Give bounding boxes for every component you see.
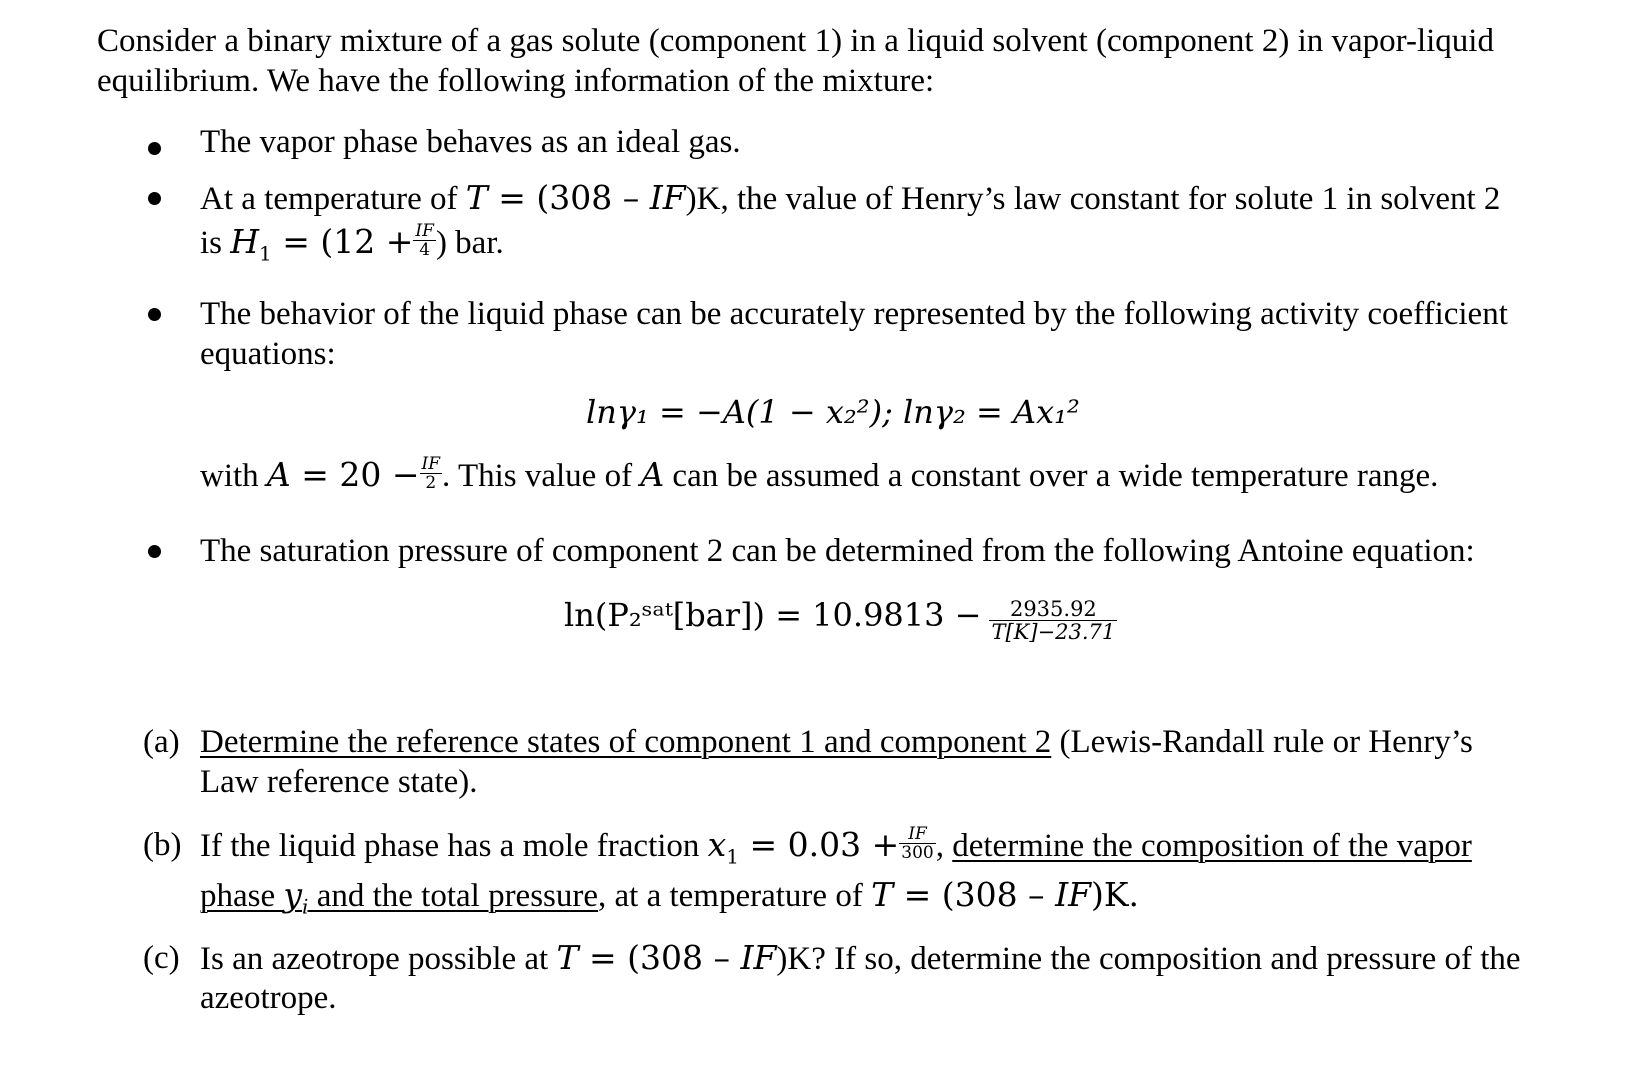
bullet-2-text-b: = (308 – xyxy=(487,178,650,217)
intro-line-2: equilibrium. We have the following information of the mixture: xyxy=(97,63,935,99)
question-c-text-a: Is an azeotrope possible at xyxy=(200,941,557,977)
bullet-3-with-line xyxy=(200,455,1438,496)
question-c-IF: IF xyxy=(740,938,777,977)
henry-eq: = (12 + xyxy=(271,222,414,261)
question-b-total-pressure: and the total pressure xyxy=(308,878,599,914)
mole-frac-num: IF xyxy=(908,824,927,845)
henry-frac-den: 4 xyxy=(413,240,436,259)
question-a-underlined: Determine the reference states of component 1 and component 2 xyxy=(200,724,1052,760)
henry-fraction xyxy=(413,223,436,259)
question-b-end-b: )K. xyxy=(1091,875,1140,914)
antoine-left: ln(P₂ˢᵃᵗ[bar]) = 10.9813 − xyxy=(564,596,982,634)
question-b-text-a: If the liquid phase has a mole fraction xyxy=(200,828,708,864)
intro-line-1: Consider a binary mixture of a gas solute (component 1) in a liquid solvent (component 2) in vapor-liquid xyxy=(97,23,1494,59)
bullet-dot-3 xyxy=(148,308,161,321)
bullet-dot-4 xyxy=(148,545,161,558)
question-b-phase: phase xyxy=(200,878,284,914)
activity-coefficient-equation: lnγ₁ = −A(1 − x₂²); lnγ₂ = Ax₁² xyxy=(586,393,1080,431)
question-c-T: T xyxy=(556,938,579,977)
with-eq: = 20 − xyxy=(290,455,420,494)
bullet-2-line-1 xyxy=(200,178,1500,219)
with-rest-b: can be assumed a constant over a wide temperature range. xyxy=(664,458,1439,494)
question-a-label: (a) xyxy=(143,724,180,760)
bullet-2-text-a: At a temperature of xyxy=(200,181,466,217)
question-a-line-2: Law reference state). xyxy=(200,764,478,800)
question-b-y-sub: i xyxy=(302,894,309,919)
bullet-3-line-1: The behavior of the liquid phase can be accurately represented by the following activity coefficient xyxy=(200,296,1508,332)
bullet-3-line-2: equations: xyxy=(200,336,336,372)
question-b-y: y xyxy=(283,875,303,914)
bullet-2-text-c: )K, the value of Henry’s law constant for solute 1 in solvent 2 xyxy=(685,181,1501,217)
bullet-dot-1 xyxy=(148,142,161,155)
question-b-line-2 xyxy=(200,875,1140,919)
bullet-dot-2 xyxy=(148,192,161,205)
with-A2: A xyxy=(640,455,665,494)
question-b-x: x xyxy=(707,825,727,864)
with-A: A xyxy=(266,455,291,494)
question-b-comma: , xyxy=(935,828,944,864)
A-fraction xyxy=(420,456,443,492)
question-b-rest: , at a temperature of xyxy=(598,878,872,914)
question-b-end-a: = (308 – xyxy=(893,875,1056,914)
with-rest-a: . This value of xyxy=(442,458,641,494)
question-b-underlined-2 xyxy=(200,875,599,919)
question-a-rest: (Lewis-Randall rule or Henry’s xyxy=(1051,724,1473,760)
A-frac-den: 2 xyxy=(420,473,443,492)
question-c-line-1 xyxy=(200,938,1521,979)
antoine-frac-num: 2935.92 xyxy=(1009,596,1097,621)
bullet-1-text: The vapor phase behaves as an ideal gas. xyxy=(200,124,741,160)
with-text: with xyxy=(200,458,267,494)
question-b-x-sub: 1 xyxy=(726,844,740,869)
mole-frac-den: 300 xyxy=(901,843,934,864)
bullet-2-line-2 xyxy=(200,221,504,266)
question-b-T: T xyxy=(871,875,894,914)
bullet-2-T: T xyxy=(465,178,488,217)
question-c-label: (c) xyxy=(143,940,180,976)
question-b-line-1 xyxy=(200,824,1472,869)
bullet-2-IF: IF xyxy=(649,178,686,217)
henry-bar: ) bar. xyxy=(435,225,504,261)
question-a-line-1 xyxy=(200,722,1473,762)
question-b-underlined-1: determine the composition of the vapor xyxy=(952,828,1472,864)
henry-H: H xyxy=(230,222,260,261)
henry-frac-num: IF xyxy=(415,221,434,242)
A-frac-num: IF xyxy=(421,454,441,475)
antoine-frac-den: T[K]−23.71 xyxy=(991,619,1116,644)
henry-H-sub: 1 xyxy=(259,241,272,266)
question-b-label: (b) xyxy=(143,827,182,863)
question-c-line-2: azeotrope. xyxy=(200,980,337,1016)
question-b-eq: = 0.03 + xyxy=(739,825,900,864)
question-c-text-c: )K? If so, determine the composition and pressure of the xyxy=(776,941,1521,977)
question-c-text-b: = (308 – xyxy=(578,938,741,977)
antoine-fraction xyxy=(989,596,1117,644)
antoine-equation xyxy=(564,595,1117,644)
mole-fraction-fraction xyxy=(899,826,935,862)
bullet-4-line-1: The saturation pressure of component 2 can be determined from the following Antoine equation: xyxy=(200,533,1475,569)
bullet-2-is: is xyxy=(200,225,231,261)
question-b-IF: IF xyxy=(1055,875,1091,914)
